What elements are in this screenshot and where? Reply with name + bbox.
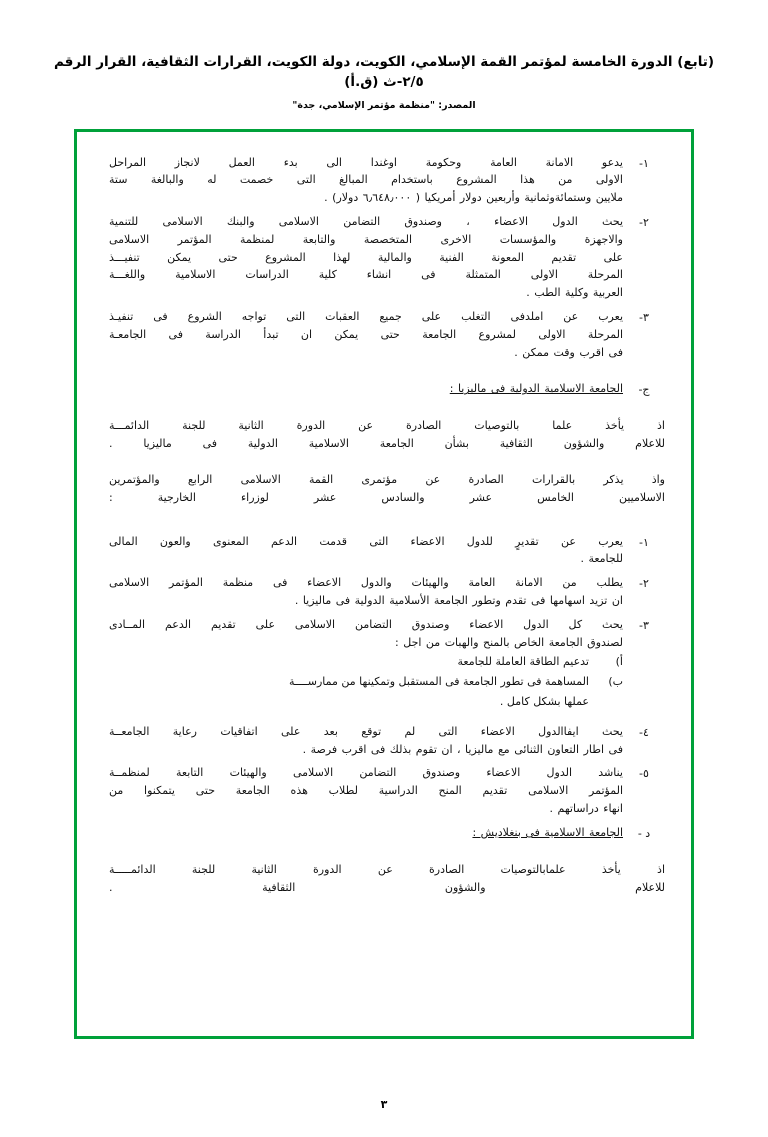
clause-item — [103, 616, 665, 711]
spacer — [103, 849, 665, 855]
section-marker: د - — [637, 826, 651, 840]
clause-line: يعرب عن املدفى التغلب على جميع العقبات التى تواجه الشروع فى تنفيـذ — [109, 310, 623, 323]
clause-marker: ٢- — [639, 215, 649, 229]
spacer — [103, 459, 665, 465]
section-title: الجامعة الاسلامية فى بنغلاديش : — [472, 825, 623, 839]
spacer — [103, 405, 665, 411]
clause-marker: ١- — [639, 535, 649, 549]
clause-line: يناشد الدول الاعضاء وصندوق التضامن الاسلامى والهيئات التابعة لمنظمــة — [109, 766, 623, 780]
clause-line: فى اطار التعاون الثنائى مع ماليزيا ، ان تقوم بذلك فى اقرب فرصة . — [302, 742, 623, 756]
clause-item — [103, 574, 665, 610]
paragraph-line: اذ يأخذ علمابالتوصيات الصادرة عن الدورة الثانية للجنة الدائمـــــة — [109, 862, 665, 876]
clause-marker: ٥- — [639, 767, 649, 781]
clause-item — [103, 154, 665, 207]
clause-body — [103, 213, 623, 302]
section-heading-bangladesh — [103, 824, 665, 843]
clause-line: يحث ايفاالدول الاعضاء التى لم توقع بعد على اتفاقيات رعاية الجامعــة — [109, 724, 623, 738]
sub-item-marker: ب) — [608, 675, 623, 689]
section-marker: ج- — [638, 383, 650, 397]
document-page — [0, 52, 768, 1137]
spacer — [103, 367, 665, 380]
sub-item-marker: أ) — [615, 655, 623, 669]
paragraph-line: الاسلاميين الخامس عشر والسادس عشر لوزراء الخارجية : — [109, 490, 665, 504]
section-paragraph — [103, 471, 665, 507]
paragraph-line: واذ يذكر بالقرارات الصادرة عن مؤتمرى القمة الاسلامى الرابع والمؤتمرين — [109, 472, 665, 486]
page-source: المصدر: "منظمة مؤتمر الإسلامي، جدة" — [292, 99, 476, 111]
sub-item-text: تدعيم الطاقة العاملة للجامعة — [457, 655, 589, 669]
clause-line: المؤتمر الاسلامى تقديم المنح الدراسية لطلاب هذه الجامعة حتى يتمكنوا من — [109, 784, 623, 798]
paragraph-line: اذ يأخذ علما بالتوصيات الصادرة عن الدورة الثانية للجنة الدائمـــة — [109, 419, 665, 433]
section-title: الجامعة الاسلامية الدولية فى ماليزيا : — [449, 382, 623, 396]
clause-line: فى اقرب وقت ممكن . — [514, 345, 623, 359]
clause-line: يعرب عن تقديرٍ للدول الاعضاء التى قدمت الدعم المعنوى والعون المالى — [109, 534, 623, 548]
clause-item — [103, 764, 665, 817]
section-paragraph — [103, 417, 665, 453]
section-heading-malaysia — [103, 380, 665, 399]
clause-marker: ٢- — [639, 577, 649, 591]
clause-line: على تقديم المعونة الفنية والمالية لهذا المشروع حتى يمكن تنفيـــذ — [109, 250, 623, 264]
clause-body — [103, 616, 623, 711]
clause-marker: ٤- — [639, 725, 649, 739]
section-title-body — [103, 824, 623, 842]
page-header — [0, 52, 768, 111]
clause-line: لصندوق الجامعة الخاص بالمنح والهبات من اجل : — [395, 635, 623, 649]
clause-line: انهاء دراساتهم . — [549, 802, 623, 816]
paragraph-line: للاعلام والشؤون الثقافية . — [109, 880, 665, 894]
sub-item-text: المساهمة فى تطور الجامعة فى المستقبل وتمكينها من ممارســــة — [288, 675, 589, 689]
clause-line: ملايين وستمائةوثمانية وأربعين دولار أمريكيا ( ٦٫٦٤٨٫٠٠٠ دولار) . — [324, 191, 623, 205]
clause-line: للجامعة . — [580, 552, 623, 566]
clause-marker: ١- — [639, 156, 649, 170]
clause-line: يحث الدول الاعضاء ، وصندوق التضامن الاسلامى والبنك الاسلامى للتنمية — [109, 214, 623, 228]
paragraph-line: للاعلام والشؤون الثقافية بشأن الجامعة الاسلامية الدولية فى ماليزيا . — [109, 437, 665, 451]
clause-line: المرحلة الاولى لمشروع الجامعة حتى يمكن ان تبدأ الدراسة فى الجامعـة — [109, 327, 623, 341]
spacer — [103, 513, 665, 533]
sub-item-continuation — [109, 693, 623, 711]
clause-line: المرحلة الاولى المتمثلة فى انشاء كلية الدراسات الاسلامية واللغـــة — [109, 268, 623, 282]
clause-body — [103, 764, 623, 817]
clause-line: ان تزيد اسهامها فى تقدم وتطور الجامعة الأسلامية الدولية فى ماليزيا . — [294, 593, 623, 607]
clause-line: يطلب من الامانة العامة والهيئات والدول الاعضاء فى منظمة المؤتمر الاسلامى — [109, 576, 623, 590]
clause-body — [103, 574, 623, 610]
clause-line: الاولى من هذا المشروع باستخدام المبالغ التى خصمت له والبالغة ستة — [109, 173, 623, 187]
clause-item — [103, 308, 665, 361]
clause-marker: ٣- — [639, 311, 649, 324]
document-body — [103, 154, 665, 897]
clause-body — [103, 723, 623, 759]
sub-item — [109, 673, 623, 691]
clause-body — [103, 533, 623, 569]
page-title: (تابع) الدورة الخامسة لمؤتمر القمة الإسلامي، الكويت، دولة الكويت، القرارات الثقافية، القرار الرقم ٢/٥-ث (ق.أ) — [53, 54, 715, 91]
page-number: ٣ — [380, 1098, 388, 1111]
clause-line: يحث كل الدول الاعضاء وصندوق التضامن الاسلامى على تقديم الدعم المــادى — [109, 617, 623, 631]
clause-body — [103, 308, 623, 361]
sub-item-text: عملها بشكل كامل . — [499, 695, 589, 708]
document-frame — [74, 129, 694, 1039]
section-title-body — [103, 380, 623, 398]
clause-body — [103, 154, 623, 207]
clause-line: العربية وكلية الطب . — [526, 286, 623, 300]
clause-marker: ٣- — [639, 618, 649, 632]
sub-item — [109, 653, 623, 671]
clause-item — [103, 723, 665, 759]
clause-line: والاجهزة والمؤسسات الاخرى المتخصصة والتابعة لمنظمة المؤتمر الاسلامى — [109, 232, 623, 246]
clause-item — [103, 533, 665, 569]
section-paragraph — [103, 861, 665, 897]
clause-item — [103, 213, 665, 302]
clause-line: يدعو الامانة العامة وحكومة اوغندا الى بدء العمل لانجاز المراحل — [109, 155, 623, 169]
